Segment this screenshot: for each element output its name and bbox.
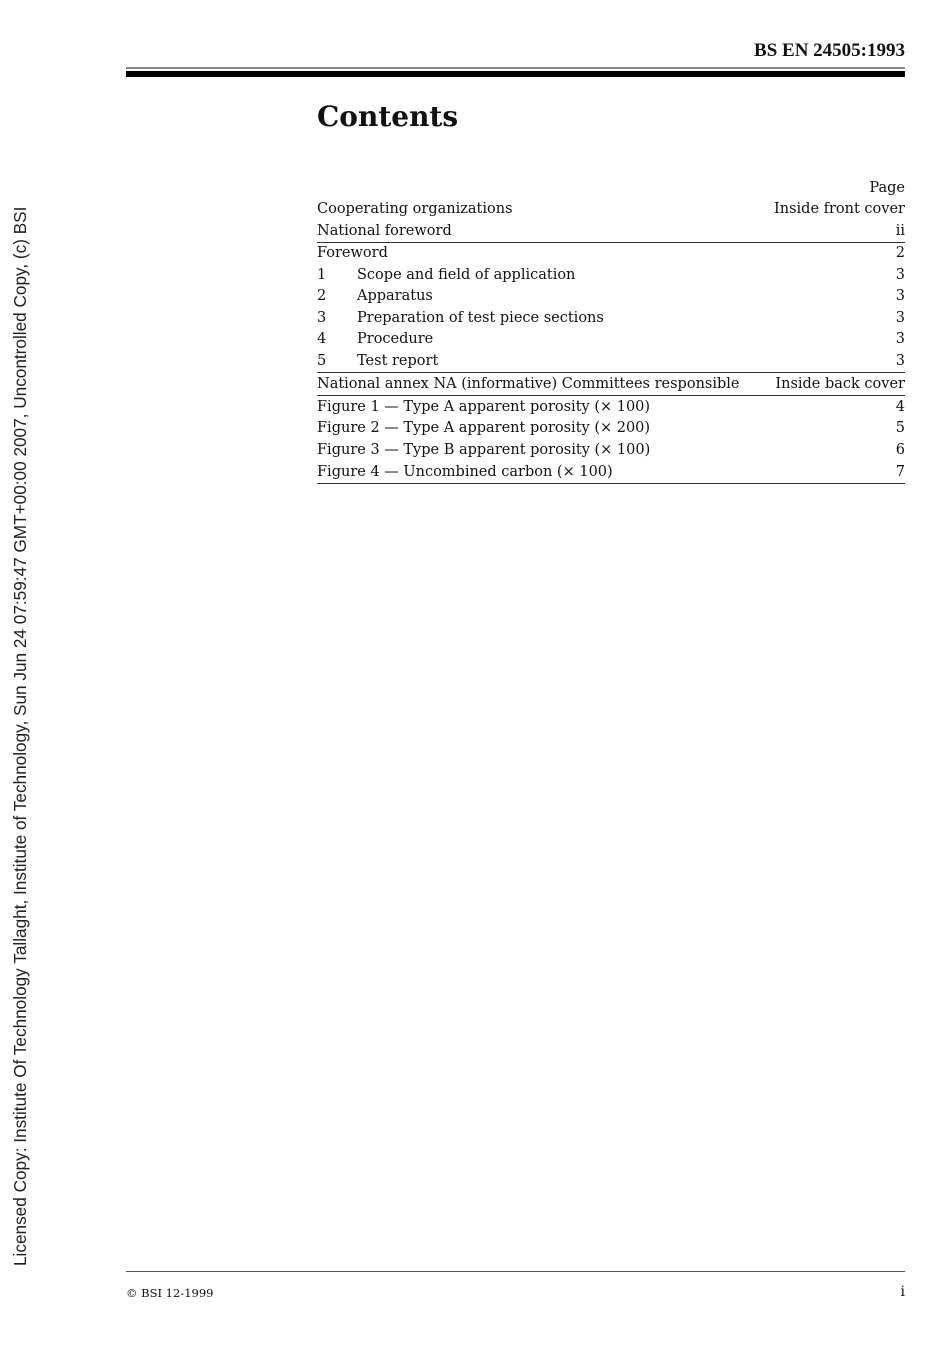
- license-watermark: Licensed Copy: Institute Of Technology Tallaght, Institute of Technology, Sun Jun 24 07:59:47 GMT+00:00 2007, Uncontrolled Copy, (c) BSI: [10, 206, 30, 1266]
- toc-entry-label: Figure 1 — Type A apparent porosity (× 100): [317, 399, 651, 415]
- toc-entry[interactable]: [317, 351, 905, 371]
- toc-entry-title: Scope and field of application: [357, 267, 576, 283]
- toc-entry[interactable]: [317, 243, 905, 263]
- toc-entry-number: 4: [317, 331, 327, 347]
- toc-entry-page: 3: [895, 267, 905, 283]
- toc-entry-page: 5: [895, 420, 905, 436]
- toc-entry-label: Figure 4 — Uncombined carbon (× 100): [317, 464, 613, 480]
- toc-entry-label: National foreword: [317, 223, 452, 239]
- toc-entry-title: Preparation of test piece sections: [357, 310, 604, 326]
- toc-entry-title: Apparatus: [357, 288, 433, 304]
- toc-entry-label: National annex NA (informative) Committees responsible: [317, 376, 740, 392]
- toc-entry-number: 1: [317, 267, 327, 283]
- toc-entry[interactable]: [317, 199, 905, 219]
- page-column-header: Page: [869, 180, 905, 196]
- toc-entry[interactable]: [317, 308, 905, 328]
- toc-entry-page: 3: [895, 310, 905, 326]
- toc-entry[interactable]: [317, 397, 905, 417]
- toc-entry-label: [317, 286, 433, 306]
- toc-entry-label: [317, 329, 433, 349]
- toc-entry[interactable]: [317, 440, 905, 460]
- footer-rule: [126, 1271, 905, 1272]
- document-number: BS EN 24505:1993: [754, 40, 905, 61]
- toc-entry[interactable]: [317, 462, 905, 482]
- toc-separator: [317, 372, 905, 373]
- toc-entry-label: Cooperating organizations: [317, 201, 513, 217]
- toc-entry[interactable]: [317, 286, 905, 306]
- toc-entry-label: [317, 265, 575, 285]
- toc-entry-page: 3: [895, 353, 905, 369]
- toc-entry[interactable]: [317, 418, 905, 438]
- toc-entry-number: 3: [317, 310, 327, 326]
- header-rule-thick: [126, 71, 905, 77]
- toc-entry-page: 6: [895, 442, 905, 458]
- page-number: i: [900, 1284, 905, 1300]
- toc-entry-title: Test report: [357, 353, 439, 369]
- toc-entry-label: Figure 3 — Type B apparent porosity (× 100): [317, 442, 651, 458]
- header-rule-thin: [126, 67, 905, 69]
- toc-entry-number: 2: [317, 288, 327, 304]
- toc-separator: [317, 483, 905, 484]
- page-title: Contents: [317, 100, 459, 133]
- toc-entry-page: Inside back cover: [775, 376, 905, 392]
- toc-entry-label: Figure 2 — Type A apparent porosity (× 200): [317, 420, 651, 436]
- toc-page-header: [317, 178, 905, 198]
- toc-entry-number: 5: [317, 353, 327, 369]
- toc-separator: [317, 242, 905, 243]
- toc-entry-title: Procedure: [357, 331, 434, 347]
- toc-entry[interactable]: [317, 374, 905, 394]
- toc-entry[interactable]: [317, 221, 905, 241]
- toc-entry-page: Inside front cover: [774, 201, 905, 217]
- toc-entry-page: 7: [895, 464, 905, 480]
- toc-separator: [317, 395, 905, 396]
- toc-entry[interactable]: [317, 329, 905, 349]
- toc-entry[interactable]: [317, 265, 905, 285]
- toc-entry-label: Foreword: [317, 245, 388, 261]
- toc-entry-page: 4: [895, 399, 905, 415]
- toc-entry-page: 3: [895, 331, 905, 347]
- toc-entry-label: [317, 351, 438, 371]
- toc-entry-page: ii: [895, 223, 905, 239]
- toc-entry-label: [317, 308, 604, 328]
- toc-entry-page: 2: [895, 245, 905, 261]
- copyright: © BSI 12-1999: [126, 1286, 214, 1300]
- toc-entry-page: 3: [895, 288, 905, 304]
